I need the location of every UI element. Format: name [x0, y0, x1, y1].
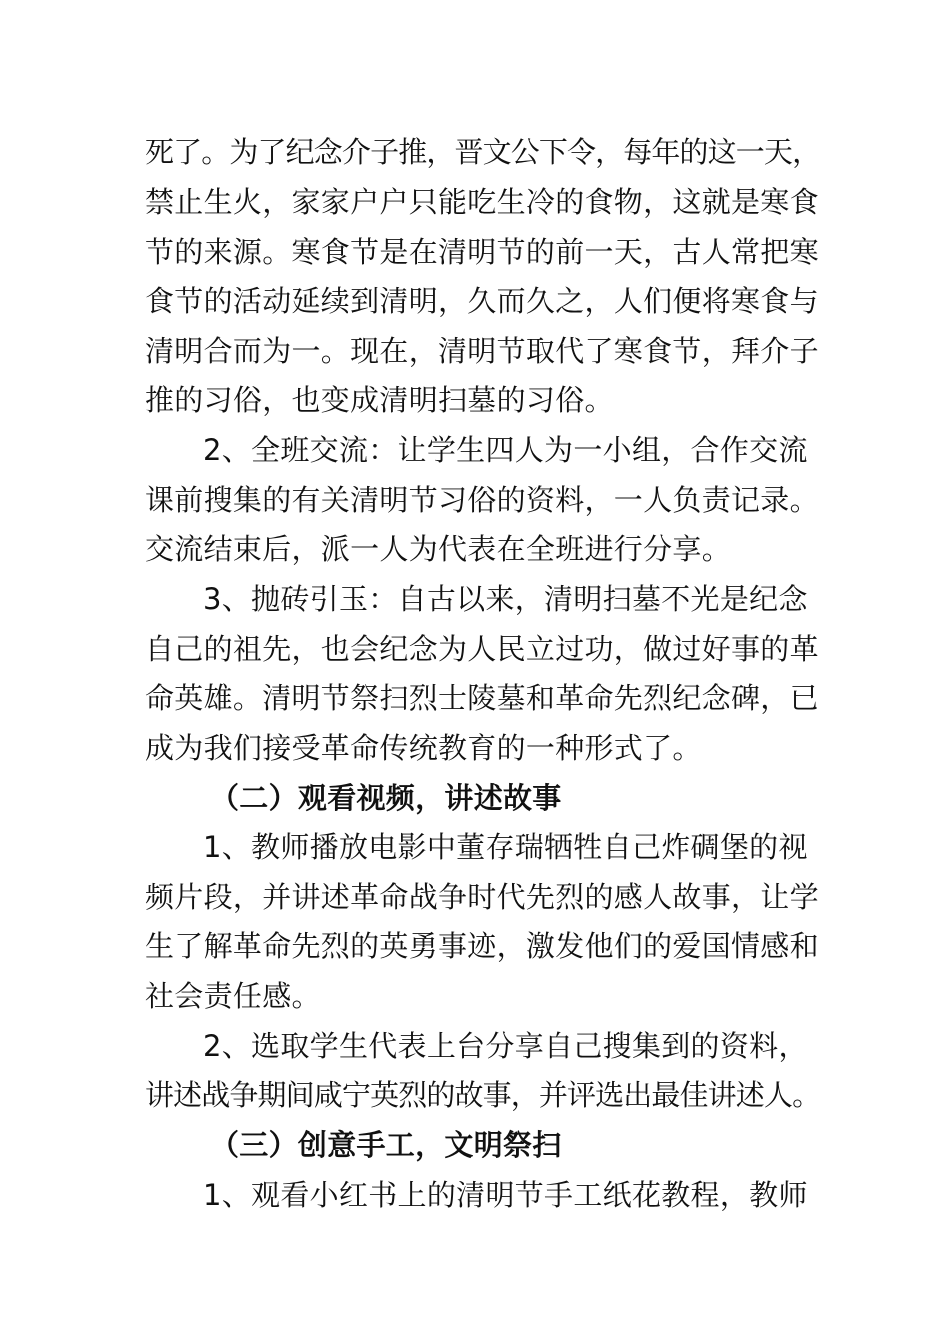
body-text-line: 命英雄。清明节祭扫烈士陵墓和革命先烈纪念碑，已 — [145, 681, 819, 715]
body-text-line: 节的来源。寒食节是在清明节的前一天，古人常把寒 — [145, 235, 819, 269]
body-text-line: 禁止生火，家家户户只能吃生冷的食物，这就是寒食 — [145, 185, 819, 219]
body-text-line: 讲述战争期间咸宁英烈的故事，并评选出最佳讲述人。 — [145, 1078, 821, 1112]
section-heading: （二）观看视频，讲述故事 — [210, 781, 562, 815]
paragraph-start-line: 1、观看小红书上的清明节手工纸花教程，教师 — [203, 1178, 808, 1212]
paragraph-start-line: 3、抛砖引玉：自古以来，清明扫墓不光是纪念 — [203, 582, 808, 616]
body-text-line: 频片段，并讲述革命战争时代先烈的感人故事，让学 — [145, 880, 819, 914]
paragraph-start-line: 2、全班交流：让学生四人为一小组，合作交流 — [203, 433, 808, 467]
body-text-line: 死了。为了纪念介子推，晋文公下令，每年的这一天， — [145, 135, 821, 169]
body-text-line: 社会责任感。 — [145, 979, 321, 1013]
body-text-line: 自己的祖先，也会纪念为人民立过功，做过好事的革 — [145, 632, 819, 666]
section-heading: （三）创意手工，文明祭扫 — [210, 1128, 562, 1162]
body-text-line: 生了解革命先烈的英勇事迹，激发他们的爱国情感和 — [145, 929, 819, 963]
body-text-line: 成为我们接受革命传统教育的一种形式了。 — [145, 731, 702, 765]
paragraph-start-line: 2、选取学生代表上台分享自己搜集到的资料， — [203, 1029, 808, 1063]
body-text-line: 清明合而为一。现在，清明节取代了寒食节，拜介子 — [145, 334, 819, 368]
body-text-line: 课前搜集的有关清明节习俗的资料，一人负责记录。 — [145, 483, 819, 517]
paragraph-start-line: 1、教师播放电影中董存瑞牺牲自己炸碉堡的视 — [203, 830, 808, 864]
body-text-line: 推的习俗，也变成清明扫墓的习俗。 — [145, 383, 614, 417]
body-text-line: 食节的活动延续到清明，久而久之，人们便将寒食与 — [145, 284, 819, 318]
body-text-line: 交流结束后，派一人为代表在全班进行分享。 — [145, 532, 732, 566]
